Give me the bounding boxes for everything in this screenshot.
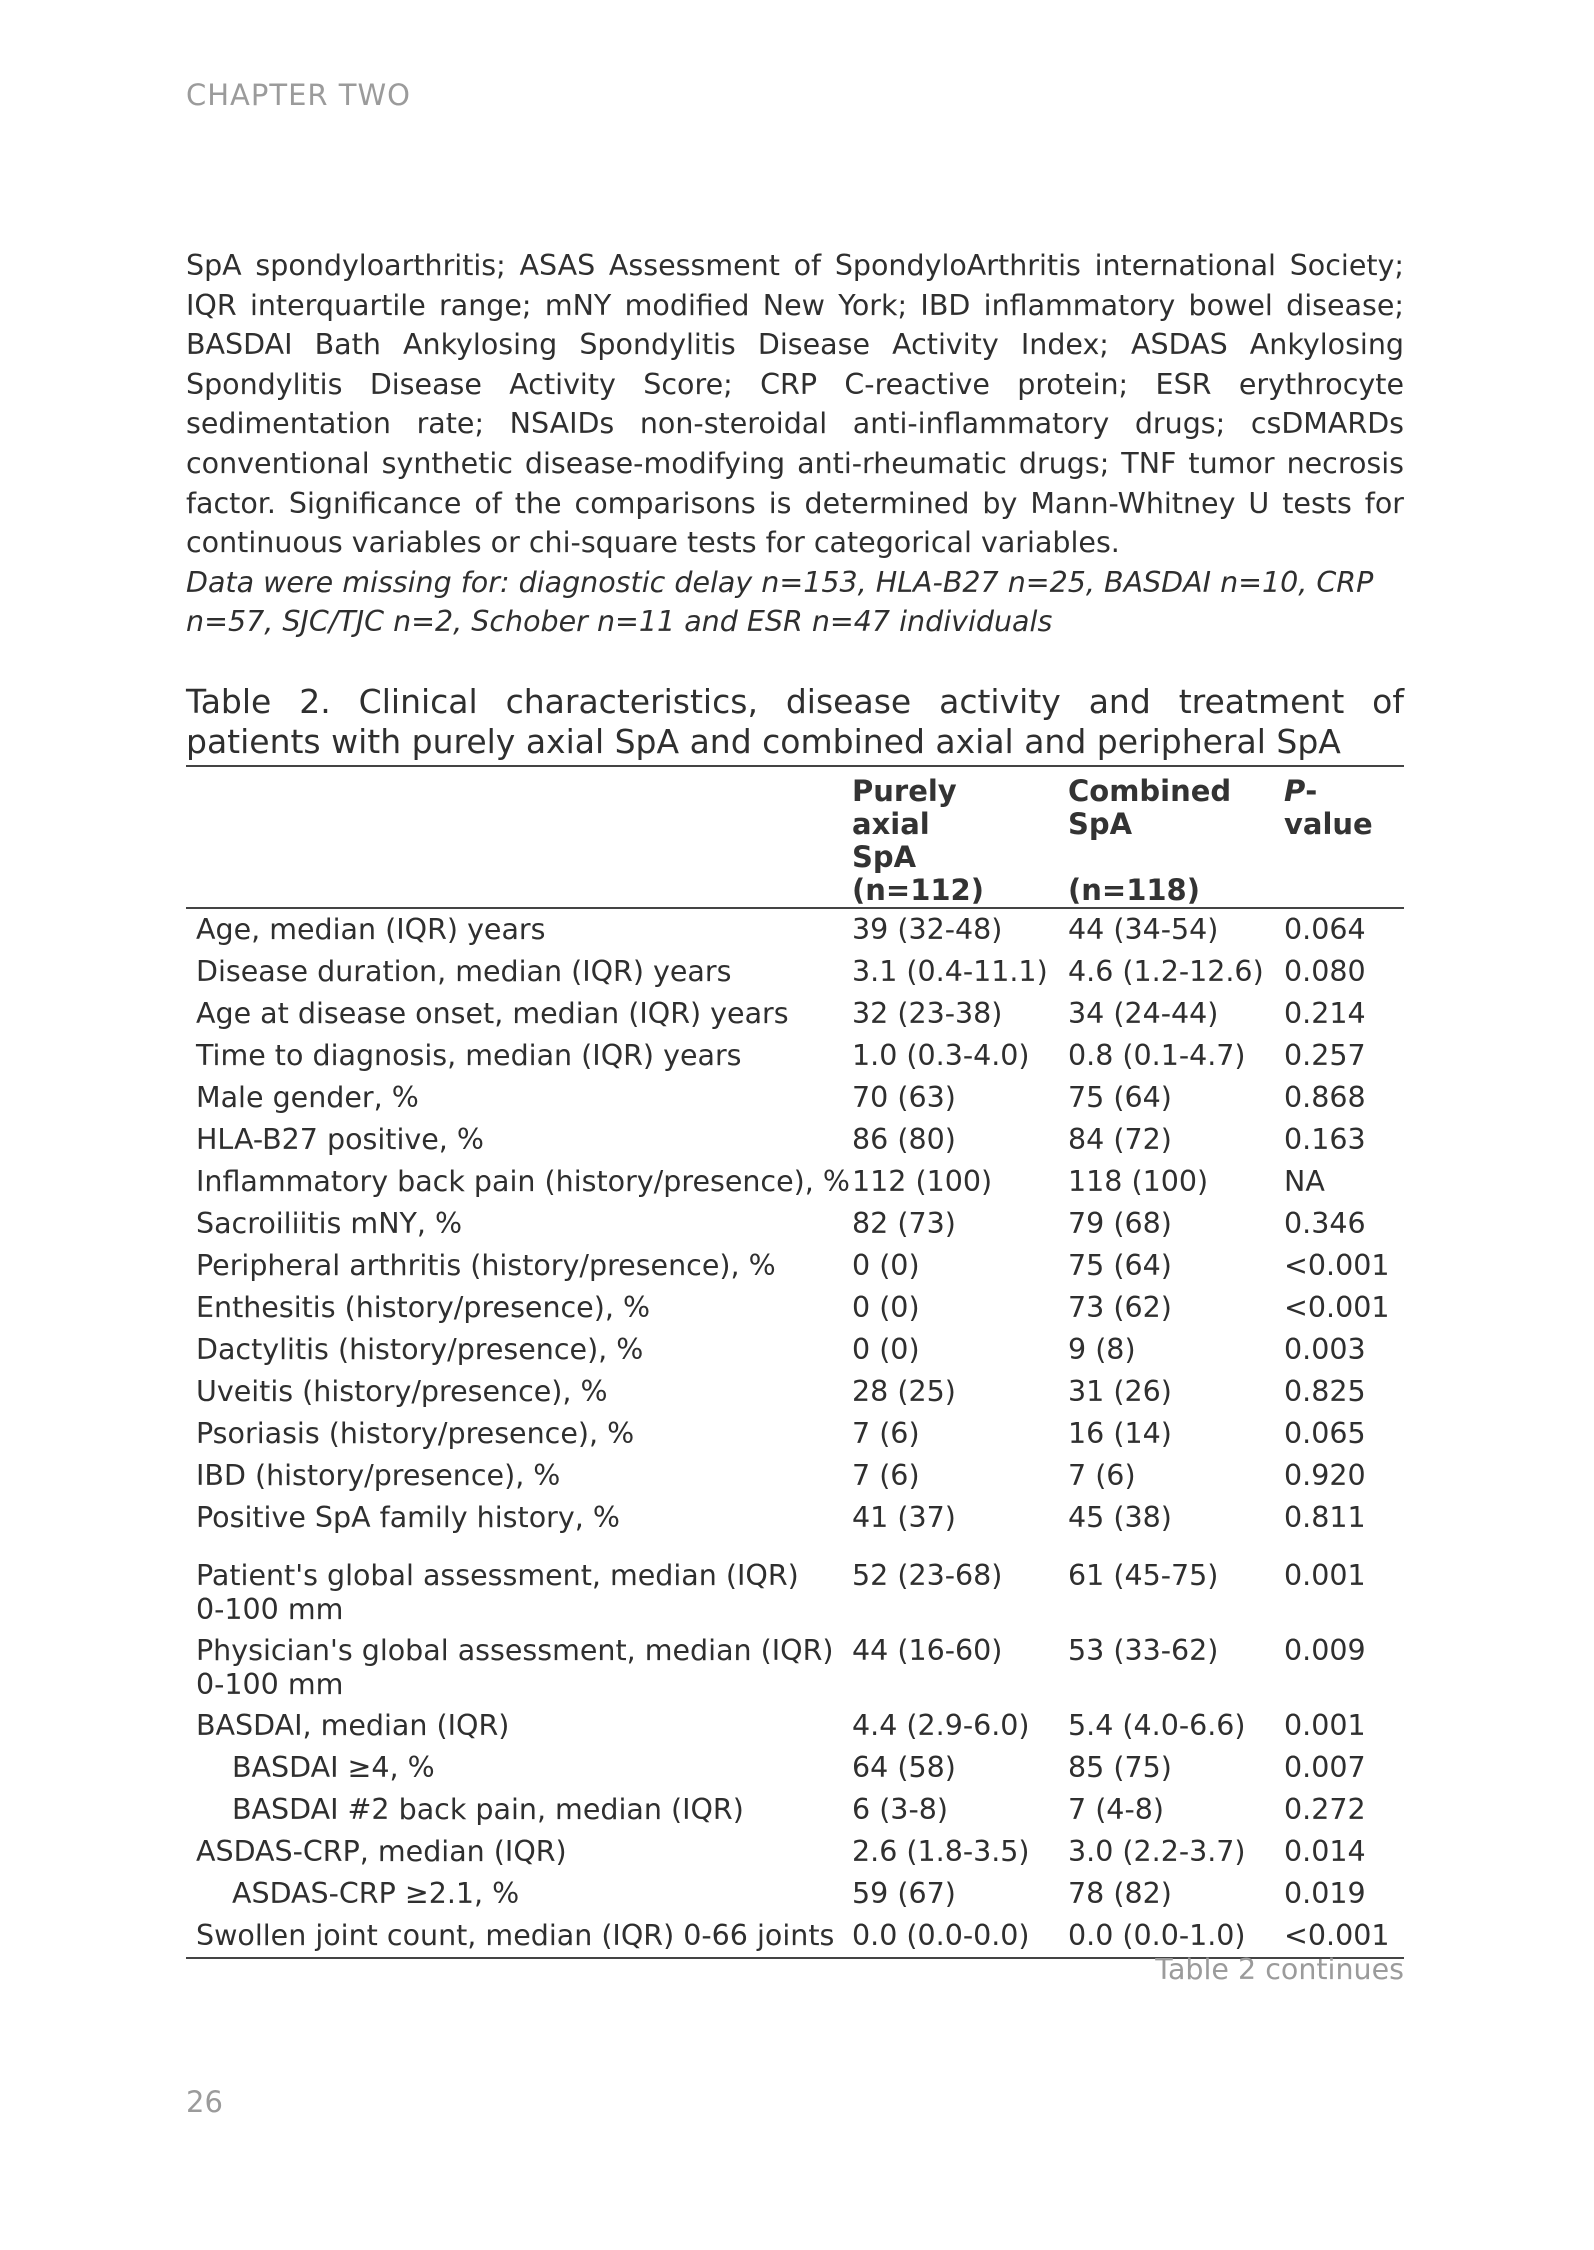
row-combined-value: 5.4 (4.0-6.6)	[1068, 1709, 1246, 1742]
table-row	[186, 908, 1404, 951]
row-combined-value: 78 (82)	[1068, 1877, 1172, 1910]
row-axial-value: 39 (32-48)	[852, 913, 1003, 946]
row-combined-value: 3.0 (2.2-3.7)	[1068, 1835, 1246, 1868]
row-label: Positive SpA family history, %	[196, 1501, 620, 1534]
row-label-line1: Physician's global assessment, median (IQR)	[196, 1634, 834, 1667]
row-p-value: 0.003	[1284, 1333, 1366, 1366]
clinical-characteristics-table	[186, 765, 1404, 1959]
row-combined-value: 75 (64)	[1068, 1249, 1172, 1282]
header-purely-axial	[852, 766, 1068, 908]
header-purely-axial-n: (n=112)	[852, 873, 984, 907]
row-axial-value: 112 (100)	[852, 1165, 993, 1198]
row-p-value: 0.257	[1284, 1039, 1366, 1072]
row-p-value: 0.080	[1284, 955, 1366, 988]
row-axial-value: 2.6 (1.8-3.5)	[852, 1835, 1030, 1868]
row-label: ASDAS-CRP ≥2.1, %	[232, 1877, 520, 1910]
row-combined-value: 53 (33-62)	[1068, 1634, 1219, 1667]
row-combined-value: 79 (68)	[1068, 1207, 1172, 1240]
row-combined-value: 73 (62)	[1068, 1291, 1172, 1324]
row-label: Swollen joint count, median (IQR) 0-66 joints	[186, 1915, 852, 1958]
chapter-header: CHAPTER TWO	[186, 78, 412, 112]
row-label: Enthesitis (history/presence), %	[196, 1291, 651, 1324]
table-row	[186, 1789, 1404, 1831]
row-axial-value: 0 (0)	[852, 1291, 920, 1324]
row-axial-value: 52 (23-68)	[852, 1559, 1003, 1592]
table-row	[186, 1630, 1404, 1705]
header-combined-n: (n=118)	[1068, 873, 1200, 907]
row-axial-value: 32 (23-38)	[852, 997, 1003, 1030]
row-label: Age at disease onset, median (IQR) years	[196, 997, 789, 1030]
row-p-value: <0.001	[1284, 1291, 1390, 1324]
row-combined-value: 85 (75)	[1068, 1751, 1172, 1784]
table-row	[186, 1497, 1404, 1539]
row-combined-value: 84 (72)	[1068, 1123, 1172, 1156]
row-p-value: 0.272	[1284, 1793, 1366, 1826]
row-combined-value: 0.0 (0.0-1.0)	[1068, 1915, 1284, 1958]
row-p-value: 0.811	[1284, 1501, 1366, 1534]
row-label-line2: 0-100 mm	[196, 1668, 344, 1701]
row-axial-value: 1.0 (0.3-4.0)	[852, 1039, 1030, 1072]
table-row	[186, 1035, 1404, 1077]
row-label: Age, median (IQR) years	[196, 913, 546, 946]
row-label: Time to diagnosis, median (IQR) years	[196, 1039, 742, 1072]
clinical-table-container	[186, 765, 1404, 1959]
table-row	[186, 1705, 1404, 1747]
abbreviations-note: SpA spondyloarthritis; ASAS Assessment of SpondyloArthritis international Society; IQR interquartile range; mNY modified New York; IBD inflammatory bowel disease; BASDAI Bath Ankylosing Spondylitis Disease Activity Index; ASDAS Ankylosing Spondylitis Disease Activity Score; CRP C-reactive protein; ESR erythrocyte sedimentation rate; NSAIDs non-steroidal anti-inflammatory drugs; csDMARDs conventional synthetic disease-modifying anti-rheumatic drugs; TNF tumor necrosis factor. Significance of the comparisons is determined by Mann-Whitney U tests for continuous variables or chi-square tests for categorical variables.	[186, 249, 1404, 560]
row-p-value: 0.064	[1284, 913, 1366, 946]
row-combined-value: 9 (8)	[1068, 1333, 1136, 1366]
row-label: BASDAI ≥4, %	[232, 1751, 435, 1784]
row-p-value: NA	[1284, 1165, 1325, 1198]
row-label: Psoriasis (history/presence), %	[196, 1417, 635, 1450]
page-number: 26	[186, 2085, 223, 2119]
header-p-italic: P	[1284, 774, 1306, 808]
row-p-value: 0.014	[1284, 1835, 1366, 1868]
header-combined-name: Combined SpA	[1068, 774, 1232, 841]
row-axial-value: 0 (0)	[852, 1249, 920, 1282]
table-header-row	[186, 766, 1404, 908]
row-p-value: 0.065	[1284, 1417, 1366, 1450]
table-footnotes	[186, 246, 1404, 642]
row-axial-value: 6 (3-8)	[852, 1793, 948, 1826]
table-row	[186, 1831, 1404, 1873]
table-row	[186, 1873, 1404, 1915]
row-axial-value: 64 (58)	[852, 1751, 956, 1784]
row-axial-value: 4.4 (2.9-6.0)	[852, 1709, 1030, 1742]
row-label: Disease duration, median (IQR) years	[196, 955, 732, 988]
table-row	[186, 1371, 1404, 1413]
table-row	[186, 1747, 1404, 1789]
table-row	[186, 1161, 1404, 1203]
row-label: HLA-B27 positive, %	[196, 1123, 484, 1156]
row-p-value: 0.007	[1284, 1751, 1366, 1784]
row-axial-value: 28 (25)	[852, 1375, 956, 1408]
header-purely-axial-name: Purely axial SpA	[852, 774, 957, 874]
missing-data-note: Data were missing for: diagnostic delay n=153, HLA-B27 n=25, BASDAI n=10, CRP n=57, SJC/TJC n=2, Schober n=11 and ESR n=47 individuals	[186, 565, 1374, 639]
row-label: BASDAI, median (IQR)	[196, 1709, 510, 1742]
row-combined-value: 61 (45-75)	[1068, 1559, 1219, 1592]
table-row	[186, 1329, 1404, 1371]
row-combined-value: 31 (26)	[1068, 1375, 1172, 1408]
row-label: Sacroiliitis mNY, %	[196, 1207, 463, 1240]
row-combined-value: 0.8 (0.1-4.7)	[1068, 1039, 1246, 1072]
row-label-line2: 0-100 mm	[196, 1593, 344, 1626]
header-p-value	[1284, 766, 1404, 908]
row-combined-value: 7 (6)	[1068, 1459, 1136, 1492]
row-label: Male gender, %	[196, 1081, 419, 1114]
table-row	[186, 1413, 1404, 1455]
table-row	[186, 951, 1404, 993]
row-label: Dactylitis (history/presence), %	[196, 1333, 644, 1366]
table-row	[186, 1119, 1404, 1161]
row-axial-value: 7 (6)	[852, 1459, 920, 1492]
row-combined-value: 34 (24-44)	[1068, 997, 1219, 1030]
row-p-value: 0.009	[1284, 1634, 1366, 1667]
row-combined-value: 118 (100)	[1068, 1165, 1209, 1198]
header-combined	[1068, 766, 1284, 908]
row-axial-value: 7 (6)	[852, 1417, 920, 1450]
row-label	[186, 1630, 852, 1705]
row-combined-value: 44 (34-54)	[1068, 913, 1219, 946]
row-label	[186, 1539, 852, 1630]
row-axial-value: 41 (37)	[852, 1501, 956, 1534]
row-axial-value: 70 (63)	[852, 1081, 956, 1114]
row-label: Inflammatory back pain (history/presence), %	[196, 1165, 850, 1198]
row-label: Peripheral arthritis (history/presence), %	[196, 1249, 776, 1282]
row-axial-value: 3.1 (0.4-11.1)	[852, 955, 1048, 988]
row-p-value: 0.920	[1284, 1459, 1366, 1492]
row-combined-value: 7 (4-8)	[1068, 1793, 1164, 1826]
table-row	[186, 1539, 1404, 1630]
row-p-value: 0.868	[1284, 1081, 1366, 1114]
header-p-rest: -value	[1284, 774, 1373, 841]
row-axial-value: 44 (16-60)	[852, 1634, 1003, 1667]
row-label: IBD (history/presence), %	[196, 1459, 561, 1492]
row-combined-value: 45 (38)	[1068, 1501, 1172, 1534]
table-row	[186, 1203, 1404, 1245]
row-axial-value: 0.0 (0.0-0.0)	[852, 1915, 1068, 1958]
row-p-value: 0.825	[1284, 1375, 1366, 1408]
row-p-value: <0.001	[1284, 1915, 1404, 1958]
row-axial-value: 0 (0)	[852, 1333, 920, 1366]
row-p-value: 0.001	[1284, 1559, 1366, 1592]
table-row	[186, 1287, 1404, 1329]
table-row	[186, 993, 1404, 1035]
row-label: BASDAI #2 back pain, median (IQR)	[232, 1793, 744, 1826]
table-caption: Table 2. Clinical characteristics, disease activity and treatment of patients with purely axial SpA and combined axial and peripheral SpA	[186, 682, 1404, 761]
row-combined-value: 4.6 (1.2-12.6)	[1068, 955, 1264, 988]
row-label: ASDAS-CRP, median (IQR)	[196, 1835, 567, 1868]
table-row	[186, 1915, 1404, 1958]
row-p-value: 0.019	[1284, 1877, 1366, 1910]
row-label: Uveitis (history/presence), %	[196, 1375, 608, 1408]
row-axial-value: 86 (80)	[852, 1123, 956, 1156]
table-continues-note: Table 2 continues	[1155, 1953, 1404, 1986]
row-p-value: <0.001	[1284, 1249, 1390, 1282]
row-combined-value: 75 (64)	[1068, 1081, 1172, 1114]
row-p-value: 0.001	[1284, 1709, 1366, 1742]
row-axial-value: 82 (73)	[852, 1207, 956, 1240]
row-p-value: 0.214	[1284, 997, 1366, 1030]
row-axial-value: 59 (67)	[852, 1877, 956, 1910]
row-p-value: 0.163	[1284, 1123, 1366, 1156]
row-p-value: 0.346	[1284, 1207, 1366, 1240]
table-row	[186, 1077, 1404, 1119]
row-label-line1: Patient's global assessment, median (IQR)	[196, 1559, 799, 1592]
table-row	[186, 1455, 1404, 1497]
row-combined-value: 16 (14)	[1068, 1417, 1172, 1450]
table-row	[186, 1245, 1404, 1287]
header-empty-cell	[186, 766, 852, 908]
